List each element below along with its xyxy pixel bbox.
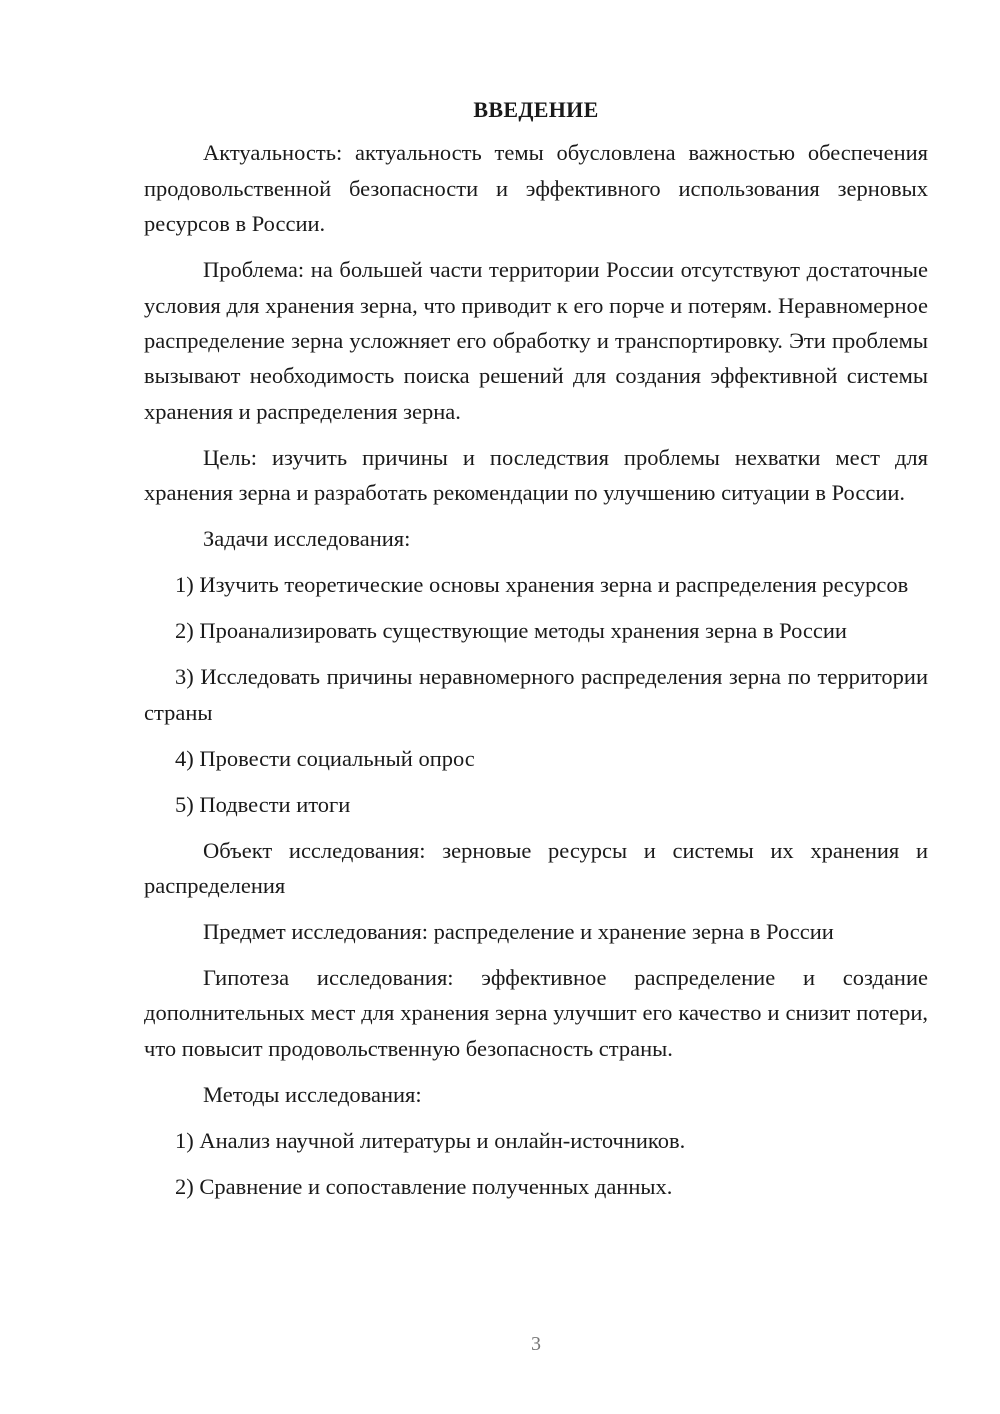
method-item: 1) Анализ научной литературы и онлайн-источников.	[175, 1127, 686, 1153]
section-heading: ВВЕДЕНИЕ	[473, 97, 599, 122]
methods-title: Методы исследования:	[203, 1081, 422, 1107]
hypothesis-paragraph: Гипотеза исследования: эффективное распределение и создание дополнительных мест для хранения зерна улучшит его качество и снизит потери, что повысит продовольственную безопасность страны.	[144, 965, 928, 1061]
task-item: 1) Изучить теоретические основы хранения зерна и распределения ресурсов	[175, 572, 909, 598]
task-item: 4) Провести социальный опрос	[175, 745, 475, 771]
task-item: 5) Подвести итоги	[175, 791, 351, 817]
goal-paragraph: Цель: изучить причины и последствия проблемы нехватки мест для хранения зерна и разработать рекомендации по улучшению ситуации в России.	[144, 444, 928, 506]
document-page	[144, 92, 928, 1215]
task-item: 3) Исследовать причины неравномерного распределения зерна по территории страны	[144, 664, 928, 725]
problem-paragraph: Проблема: на большей части территории России отсутствуют достаточные условия для хранения зерна, что приводит к его порче и потерям. Неравномерное распределение зерна усложняет его обработку и транспортировку. Эти проблемы вызывают необходимость поиска решений для создания эффективной системы хранения и распределения зерна.	[144, 257, 928, 424]
task-item: 2) Проанализировать существующие методы хранения зерна в России	[175, 618, 847, 644]
subject-paragraph: Предмет исследования: распределение и хранение зерна в России	[203, 919, 834, 945]
tasks-title: Задачи исследования:	[203, 526, 411, 552]
method-item: 2) Сравнение и сопоставление полученных данных.	[175, 1173, 673, 1199]
object-paragraph: Объект исследования: зерновые ресурсы и системы их хранения и распределения	[144, 837, 928, 899]
page-number: 3	[531, 1333, 541, 1355]
relevance-paragraph: Актуальность: актуальность темы обусловлена важностью обеспечения продовольственной безопасности и эффективного использования зерновых ресурсов в России.	[144, 140, 928, 237]
